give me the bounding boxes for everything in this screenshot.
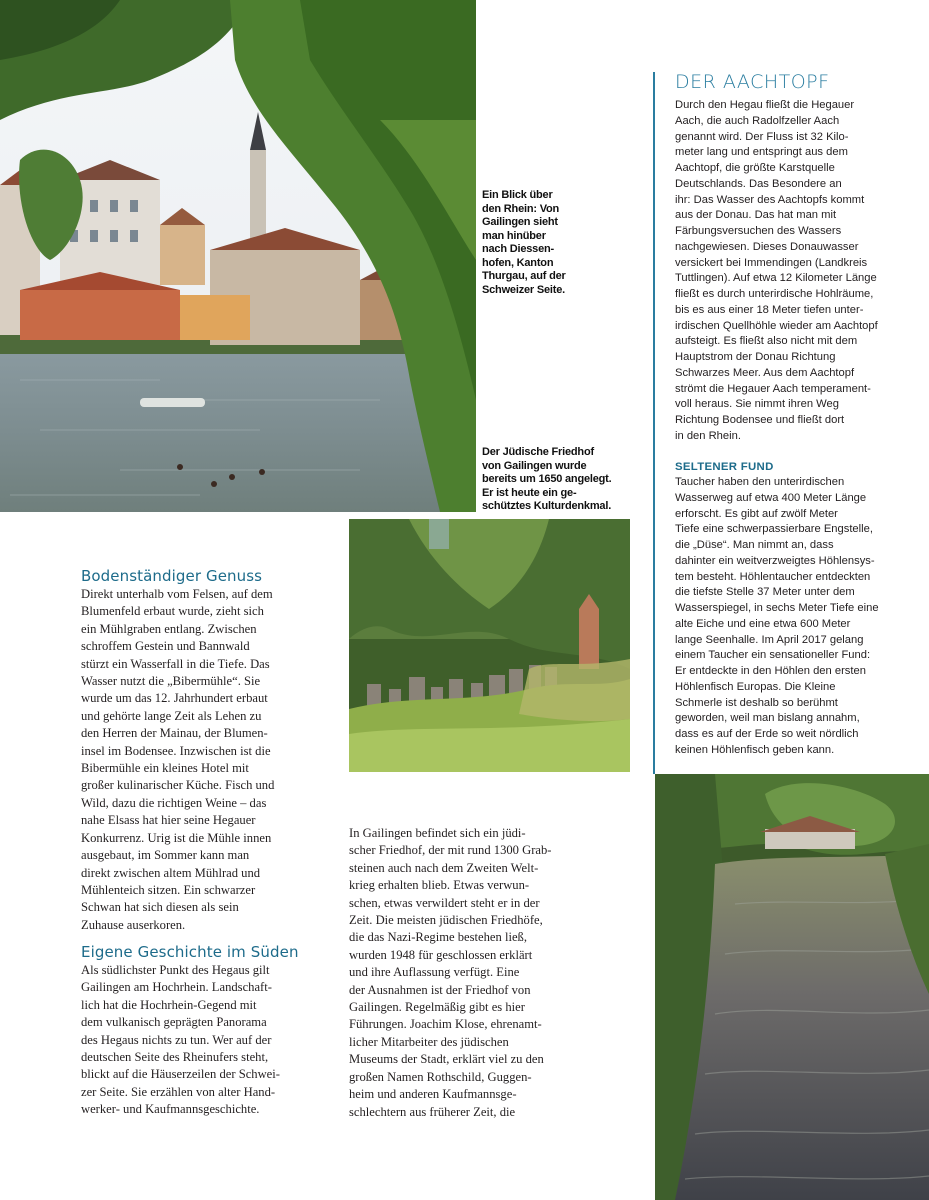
- text-line: wurden 1948 für geschlossen erklärt: [349, 947, 533, 962]
- cemetery-photo-caption: [482, 446, 612, 514]
- paragraph-gailingen: [81, 962, 280, 1119]
- text-line: lange Seenhalle. Im April 2017 gelang: [675, 633, 864, 646]
- heading-eigene-geschichte: Eigene Geschichte im Süden: [81, 943, 299, 961]
- text-line: Deutschlands. Das Besondere an: [675, 177, 842, 190]
- text-line: fließt es durch unterirdische Hohlräume,: [675, 288, 874, 300]
- text-line: scher Friedhof, der mit rund 1300 Grab-: [349, 843, 552, 858]
- text-line: Färbungsversuchen des Wassers: [675, 225, 842, 237]
- text-line: meter lang und entspringt aus dem: [675, 146, 848, 159]
- sidebar-rule: [653, 72, 655, 774]
- text-line: Schwan hat sich diesen als sein: [81, 900, 239, 915]
- text-line: dahinter ein weitverzweigtes Höhlensys-: [675, 554, 875, 567]
- text-line: geworden, weil man bislang annahm,: [675, 712, 860, 725]
- text-line: dem vulkanisch geprägten Panorama: [81, 1015, 267, 1030]
- text-line: Durch den Hegau fließt die Hegauer: [675, 99, 855, 111]
- text-line: Tuttlingen). Auf etwa 12 Kilometer Länge: [675, 272, 877, 285]
- caption-line: nach Diessen-: [482, 243, 554, 255]
- text-line: einem Taucher ein sensationeller Fund:: [675, 649, 871, 662]
- text-line: schroffem Gestein und Bannwald: [81, 639, 250, 654]
- text-line: bis es aus einer 18 Meter tiefen unter-: [675, 303, 864, 316]
- caption-line: von Gailingen wurde: [482, 459, 587, 472]
- text-line: in den Rhein.: [675, 429, 741, 442]
- text-line: werker- und Kaufmannsgeschichte.: [81, 1102, 260, 1117]
- text-line: voll heraus. Sie nimmt ihren Weg: [675, 398, 839, 411]
- text-line: deutschen Seite des Rheinufers steht,: [81, 1050, 269, 1065]
- text-line: Wasser nutzt die „Bibermühle“. Sie: [81, 674, 261, 689]
- caption-line: Der Jüdische Friedhof: [482, 446, 594, 458]
- caption-line: Gailingen sieht: [482, 216, 558, 228]
- text-line: direkt zwischen altem Mühlrad und: [81, 865, 261, 880]
- text-line: keinen Höhlenfisch geben kann.: [675, 743, 835, 756]
- text-line: ausgebaut, im Sommer kann man: [81, 848, 250, 863]
- text-line: licher Mitarbeiter des jüdischen: [349, 1034, 509, 1049]
- text-line: großen Namen Rothschild, Guggen-: [349, 1069, 532, 1084]
- text-line: Aach, die auch Radolfzeller Aach: [675, 114, 840, 127]
- text-line: Hauptstrom der Donau Richtung: [675, 351, 836, 363]
- river-photo: [655, 774, 929, 1200]
- text-line: Wasserweg auf etwa 400 Meter Länge: [675, 491, 867, 504]
- text-line: versickert bei Immendingen (Landkreis: [675, 256, 868, 269]
- text-line: schlechtern aus früherer Zeit, die: [349, 1104, 516, 1119]
- text-line: Wasserspiegel, in sechs Meter Tiefe eine: [675, 602, 879, 614]
- text-line: Blumenfeld erbaut wurde, zieht sich: [81, 604, 264, 619]
- text-line: Bibermühle ein kleines Hotel mit: [81, 761, 249, 776]
- heading-bodenstaendiger-genuss: Bodenständiger Genuss: [81, 567, 263, 585]
- text-line: alte Eiche und eine etwa 600 Meter: [675, 617, 851, 630]
- text-line: wurde um das 12. Jahrhundert erbaut: [81, 691, 268, 706]
- text-line: und ihre Auflassung verfügt. Eine: [349, 965, 520, 980]
- text-line: blickt auf die Häuserzeilen der Schwei-: [81, 1067, 280, 1082]
- text-line: die „Düse“. Man nimmt an, dass: [675, 539, 834, 551]
- text-line: die tiefste Stelle 37 Meter unter dem: [675, 586, 855, 599]
- cemetery-photo: [349, 519, 630, 772]
- text-line: Tiefe eine schwerpassierbare Engstelle,: [675, 523, 873, 536]
- text-line: Mühlenteich sitzen. Ein schwarzer: [81, 882, 256, 897]
- text-line: lich hat die Hochrhein-Gegend mit: [81, 997, 257, 1012]
- caption-line: Schweizer Seite.: [482, 283, 566, 296]
- text-line: aufsteigt. Es fließt also nicht mit dem: [675, 335, 858, 348]
- text-line: irdischen Quellhöhle wieder am Aachtopf: [675, 319, 878, 332]
- text-line: nahe Elsass hat hier seine Hegauer: [81, 813, 256, 828]
- text-line: Wild, dazu die richtigen Weine – das: [81, 795, 267, 810]
- text-line: tem besteht. Höhlentaucher entdeckten: [675, 570, 871, 583]
- text-line: Direkt unterhalb vom Felsen, auf dem: [81, 587, 273, 601]
- caption-line: man hinüber: [482, 229, 546, 242]
- text-line: In Gailingen befindet sich ein jüdi-: [349, 826, 526, 840]
- text-line: nachgewiesen. Dieses Donauwasser: [675, 240, 859, 253]
- text-line: Aachtopf, die größte Karstquelle: [675, 162, 835, 174]
- sidebar-subheading: SELTENER FUND: [675, 461, 774, 473]
- text-line: Schwarzes Meer. Aus dem Aachtopf: [675, 366, 855, 379]
- caption-line: Er ist heute ein ge-: [482, 486, 577, 499]
- text-line: stürzt ein Wasserfall in die Tiefe. Das: [81, 656, 270, 671]
- caption-line: hofen, Kanton: [482, 256, 554, 269]
- text-line: großer kulinarischer Küche. Fisch und: [81, 778, 275, 793]
- paragraph-bibermuehle: [81, 586, 274, 934]
- caption-line: Ein Blick über: [482, 189, 553, 201]
- text-line: Als südlichster Punkt des Hegaus gilt: [81, 963, 270, 977]
- text-line: dass es auf der Erde so weit nördlich: [675, 728, 859, 740]
- text-line: Er entdeckte in den Höhlen den ersten: [675, 665, 866, 677]
- caption-line: schütztes Kulturdenkmal.: [482, 500, 612, 512]
- text-line: schen, etwas verwildert steht er in der: [349, 895, 540, 910]
- text-line: Museums der Stadt, erklärt viel zu den: [349, 1052, 544, 1067]
- rhine-photo-caption: [482, 189, 566, 297]
- caption-line: Thurgau, auf der: [482, 270, 566, 282]
- text-line: des Hegaus nichts zu tun. Wer auf der: [81, 1032, 272, 1047]
- text-line: den Herren der Mainau, der Blumen-: [81, 726, 268, 741]
- text-line: Höhlenfisch Europas. Die Kleine: [675, 680, 836, 693]
- text-line: Konkurrenz. Urig ist die Mühle innen: [81, 830, 272, 845]
- sidebar-title: DER AACHTOPF: [675, 71, 830, 93]
- text-line: Taucher haben den unterirdischen: [675, 476, 845, 488]
- text-line: ihr: Das Wasser des Aachtopfs kommt: [675, 193, 865, 206]
- text-line: Richtung Bodensee und fließt dort: [675, 414, 845, 426]
- text-line: steinen auch nach dem Zweiten Welt-: [349, 860, 539, 875]
- text-line: heim und anderen Kaufmannsge-: [349, 1087, 517, 1102]
- text-line: Schmerle ist deshalb so berühmt: [675, 696, 838, 709]
- text-line: und gehörte lange Zeit als Lehen zu: [81, 708, 262, 723]
- text-line: Führungen. Joachim Klose, ehrenamt-: [349, 1017, 542, 1032]
- text-line: erforscht. Es gibt auf zwölf Meter: [675, 507, 838, 520]
- sidebar-paragraph-aachtopf: [675, 98, 878, 445]
- text-line: genannt wird. Der Fluss ist 32 Kilo-: [675, 130, 849, 143]
- text-line: Zeit. Die meisten jüdischen Friedhöfe,: [349, 913, 543, 928]
- text-line: Gailingen. Regelmäßig gibt es hier: [349, 1000, 525, 1015]
- text-line: aus der Donau. Das hat man mit: [675, 209, 837, 222]
- text-line: die das Nazi-Regime bestehen ließ,: [349, 930, 527, 945]
- text-line: insel im Bodensee. Inzwischen ist die: [81, 743, 271, 758]
- text-line: zer Seite. Sie erzählen von alter Hand-: [81, 1084, 276, 1099]
- paragraph-juedischer-friedhof: [349, 825, 552, 1121]
- text-line: krieg erhalten blieb. Etwas verwun-: [349, 878, 530, 893]
- text-line: Zuhause auserkoren.: [81, 917, 186, 932]
- text-line: ein Mühlgraben entlang. Zwischen: [81, 621, 257, 636]
- text-line: Gailingen am Hochrhein. Landschaft-: [81, 980, 272, 995]
- text-line: strömt die Hegauer Aach temperament-: [675, 382, 871, 395]
- sidebar-paragraph-seltener-fund: [675, 475, 879, 759]
- rhine-photo: [0, 0, 476, 512]
- caption-line: den Rhein: Von: [482, 202, 560, 215]
- text-line: der Ausnahmen ist der Friedhof von: [349, 982, 531, 997]
- caption-line: bereits um 1650 angelegt.: [482, 473, 612, 485]
